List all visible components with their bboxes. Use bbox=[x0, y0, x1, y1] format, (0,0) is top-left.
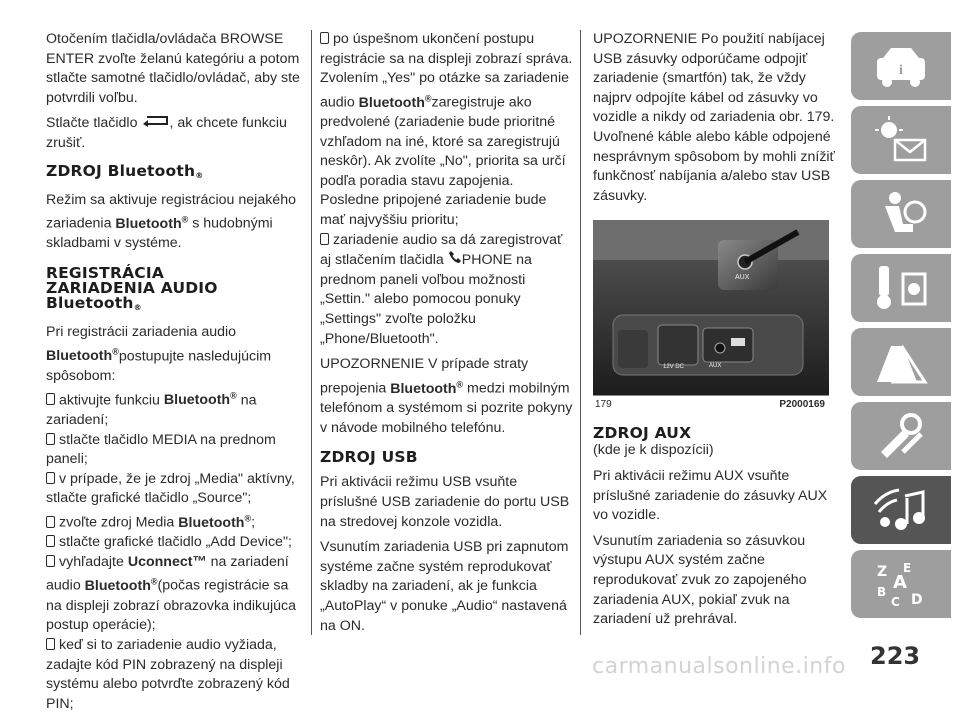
paragraph: Pri registrácii zariadenia audio Bluetooth®postupujte nasledujúcim spôsobom: bbox=[46, 324, 272, 384]
bullet-icon bbox=[320, 32, 329, 44]
index-abc-icon bbox=[873, 560, 929, 608]
multimedia-icon bbox=[873, 486, 929, 534]
socket-label: 12V DC bbox=[663, 364, 685, 371]
section-heading: ZDROJ AUX bbox=[593, 424, 692, 443]
warning-lights-icon bbox=[873, 116, 929, 164]
aux-label: AUX bbox=[709, 363, 722, 370]
paragraph: Vsunutím zariadenia USB pri zapnutom systéme začne systém reprodukovať skladby na zariadení, ak je funkcia „AutoPlay“ v ponuke „Audio“ nastavená na ON. bbox=[320, 539, 569, 634]
list-item: aktivujte funkciu Bluetooth® na zariadení; bbox=[46, 390, 257, 428]
column-2 bbox=[320, 30, 575, 642]
list-item: vyhľadajte Uconnect™ na zariadení audio Bluetooth®(počas registrácie sa na displeji zobrazí obrazovka indikujúca postup operácie); bbox=[46, 553, 296, 634]
paragraph: Stlačte tlačidlo , ak chcete funkciu zrušiť. bbox=[46, 115, 287, 151]
aux-label: AUX bbox=[735, 274, 750, 282]
column-divider bbox=[311, 30, 312, 635]
paragraph: UPOZORNENIE V prípade straty prepojenia Bluetooth® medzi mobilným telefónom a systémom si pozrite pokyny v návode mobilného telefónu. bbox=[320, 356, 573, 436]
paragraph: (kde je k dispozícii) bbox=[593, 442, 714, 459]
bullet-icon bbox=[320, 233, 329, 245]
bullet-icon bbox=[46, 393, 55, 405]
bullet-icon bbox=[46, 433, 55, 445]
tab-safety[interactable] bbox=[851, 180, 951, 248]
list-item: keď si to zariadenie audio vyžiada, zadajte kód PIN zobrazený na displeji systému alebo potvrďte zobrazený kód PIN; bbox=[46, 636, 290, 712]
svg-text:C: C bbox=[891, 595, 900, 608]
list-item: v prípade, že je zdroj „Media" aktívny, stlačte grafické tlačidlo „Source"; bbox=[46, 470, 295, 507]
section-heading: ZDROJ USB bbox=[320, 448, 418, 467]
paragraph: Zvolením „Yes" po otázke sa zariadenie audio Bluetooth®zaregistruje ako predvolené (zariadenie bude prioritné vzhľadom na iné, ktoré sa zaregistrujú neskôr). Ak zvolíte „No", priorita sa určí podľa poradia stavu zapojenia. Posledne pripojené zariadenie bude mať najvyššiu prioritu; bbox=[320, 70, 569, 229]
figure-179 bbox=[593, 220, 829, 414]
tab-maintenance[interactable] bbox=[851, 402, 951, 470]
bullet-icon bbox=[46, 638, 55, 650]
svg-text:E: E bbox=[903, 561, 912, 575]
chapter-tabs bbox=[851, 32, 960, 624]
tab-warning-lights[interactable] bbox=[851, 106, 951, 174]
key-start-icon bbox=[873, 264, 929, 312]
paragraph: Pri aktivácii režimu AUX vsuňte príslušné zariadenie do zásuvky AUX vo vozidle. bbox=[593, 467, 828, 524]
list-item: po úspešnom ukončení postupu registrácie sa na displeji zobrazí správa. bbox=[320, 31, 573, 67]
tab-index[interactable] bbox=[851, 550, 951, 618]
paragraph: Vsunutím zariadenia so zásuvkou výstupu AUX systém začne reprodukovať zvuk zo zapojeného zariadenia AUX, pokiaľ zvuk na zariadení už prehrával. bbox=[593, 532, 807, 628]
bullet-icon bbox=[46, 516, 55, 528]
svg-text:Z: Z bbox=[877, 564, 888, 580]
section-heading: ZDROJ Bluetooth$_®$ bbox=[46, 161, 204, 180]
svg-text:!: ! bbox=[907, 365, 913, 381]
svg-text:i: i bbox=[899, 63, 903, 78]
road-hazard-icon bbox=[873, 338, 929, 386]
figure-number: 179 bbox=[595, 399, 612, 411]
list-item: stlačte grafické tlačidlo „Add Device"; bbox=[46, 533, 308, 553]
page-number: 223 bbox=[870, 642, 921, 670]
paragraph: Otočením tlačidla/ovládača BROWSE ENTER zvoľte želanú kategóriu a potom stlačte samotné tlačidlo/ovládač, aby ste potvrdili voľbu. bbox=[46, 31, 300, 106]
paragraph: Režim sa aktivuje registráciou nejakého zariadenia Bluetooth® s hudobnými skladbami v systéme. bbox=[46, 191, 296, 252]
tab-multimedia[interactable] bbox=[851, 476, 951, 544]
bullet-icon bbox=[46, 472, 55, 484]
list-item: stlačte tlačidlo MEDIA na prednom paneli; bbox=[46, 431, 276, 468]
column-divider bbox=[580, 30, 581, 635]
paragraph: Pri aktivácii režimu USB vsuňte príslušné USB zariadenie do portu USB na stredovej konzole vozidla. bbox=[320, 474, 570, 530]
list-item: zvoľte zdroj Media Bluetooth®; bbox=[46, 509, 308, 533]
section-heading: REGISTRÁCIA ZARIADENIA AUDIO Bluetooth$_®$ bbox=[46, 264, 218, 313]
tab-car-info[interactable] bbox=[851, 32, 951, 100]
paragraph: UPOZORNENIE Po použití nabíjacej USB zásuvky odporúčame odpojiť zariadenie (smartfón) tak, že vždy najprv odpojíte kábel od zásuvky vo vozidle a nikdy od zariadenia obr. 179. Uvoľnené káble alebo káble odpojené nesprávnym spôsobom by mohli znížiť funkčnosť nabíjania a/alebo stav USB zásuvky. bbox=[593, 31, 835, 204]
service-tools-icon bbox=[873, 412, 929, 460]
back-arrow-icon bbox=[141, 115, 169, 131]
svg-text:D: D bbox=[911, 592, 923, 608]
svg-text:B: B bbox=[877, 585, 887, 599]
figure-caption bbox=[593, 395, 829, 414]
bullet-icon bbox=[46, 535, 55, 547]
tab-starting[interactable] bbox=[851, 254, 951, 322]
bullet-icon bbox=[46, 555, 55, 567]
airbag-seat-icon bbox=[873, 190, 929, 238]
column-1 bbox=[46, 30, 308, 714]
svg-text:A: A bbox=[893, 572, 907, 593]
phone-icon bbox=[448, 252, 462, 268]
figure-code: P2000169 bbox=[779, 399, 825, 411]
list-item: zariadenie audio sa dá zaregistrovať aj stlačením tlačidla PHONE na prednom paneli voľbou možnosti „Settin." alebo pomocou ponuky „Settings" zvoľte položku „Phone/Bluetooth". bbox=[320, 231, 563, 347]
car-info-icon bbox=[873, 42, 929, 90]
watermark: carmanualsonline.info bbox=[592, 654, 846, 679]
tab-emergency[interactable] bbox=[851, 328, 951, 396]
column-3 bbox=[593, 30, 841, 636]
